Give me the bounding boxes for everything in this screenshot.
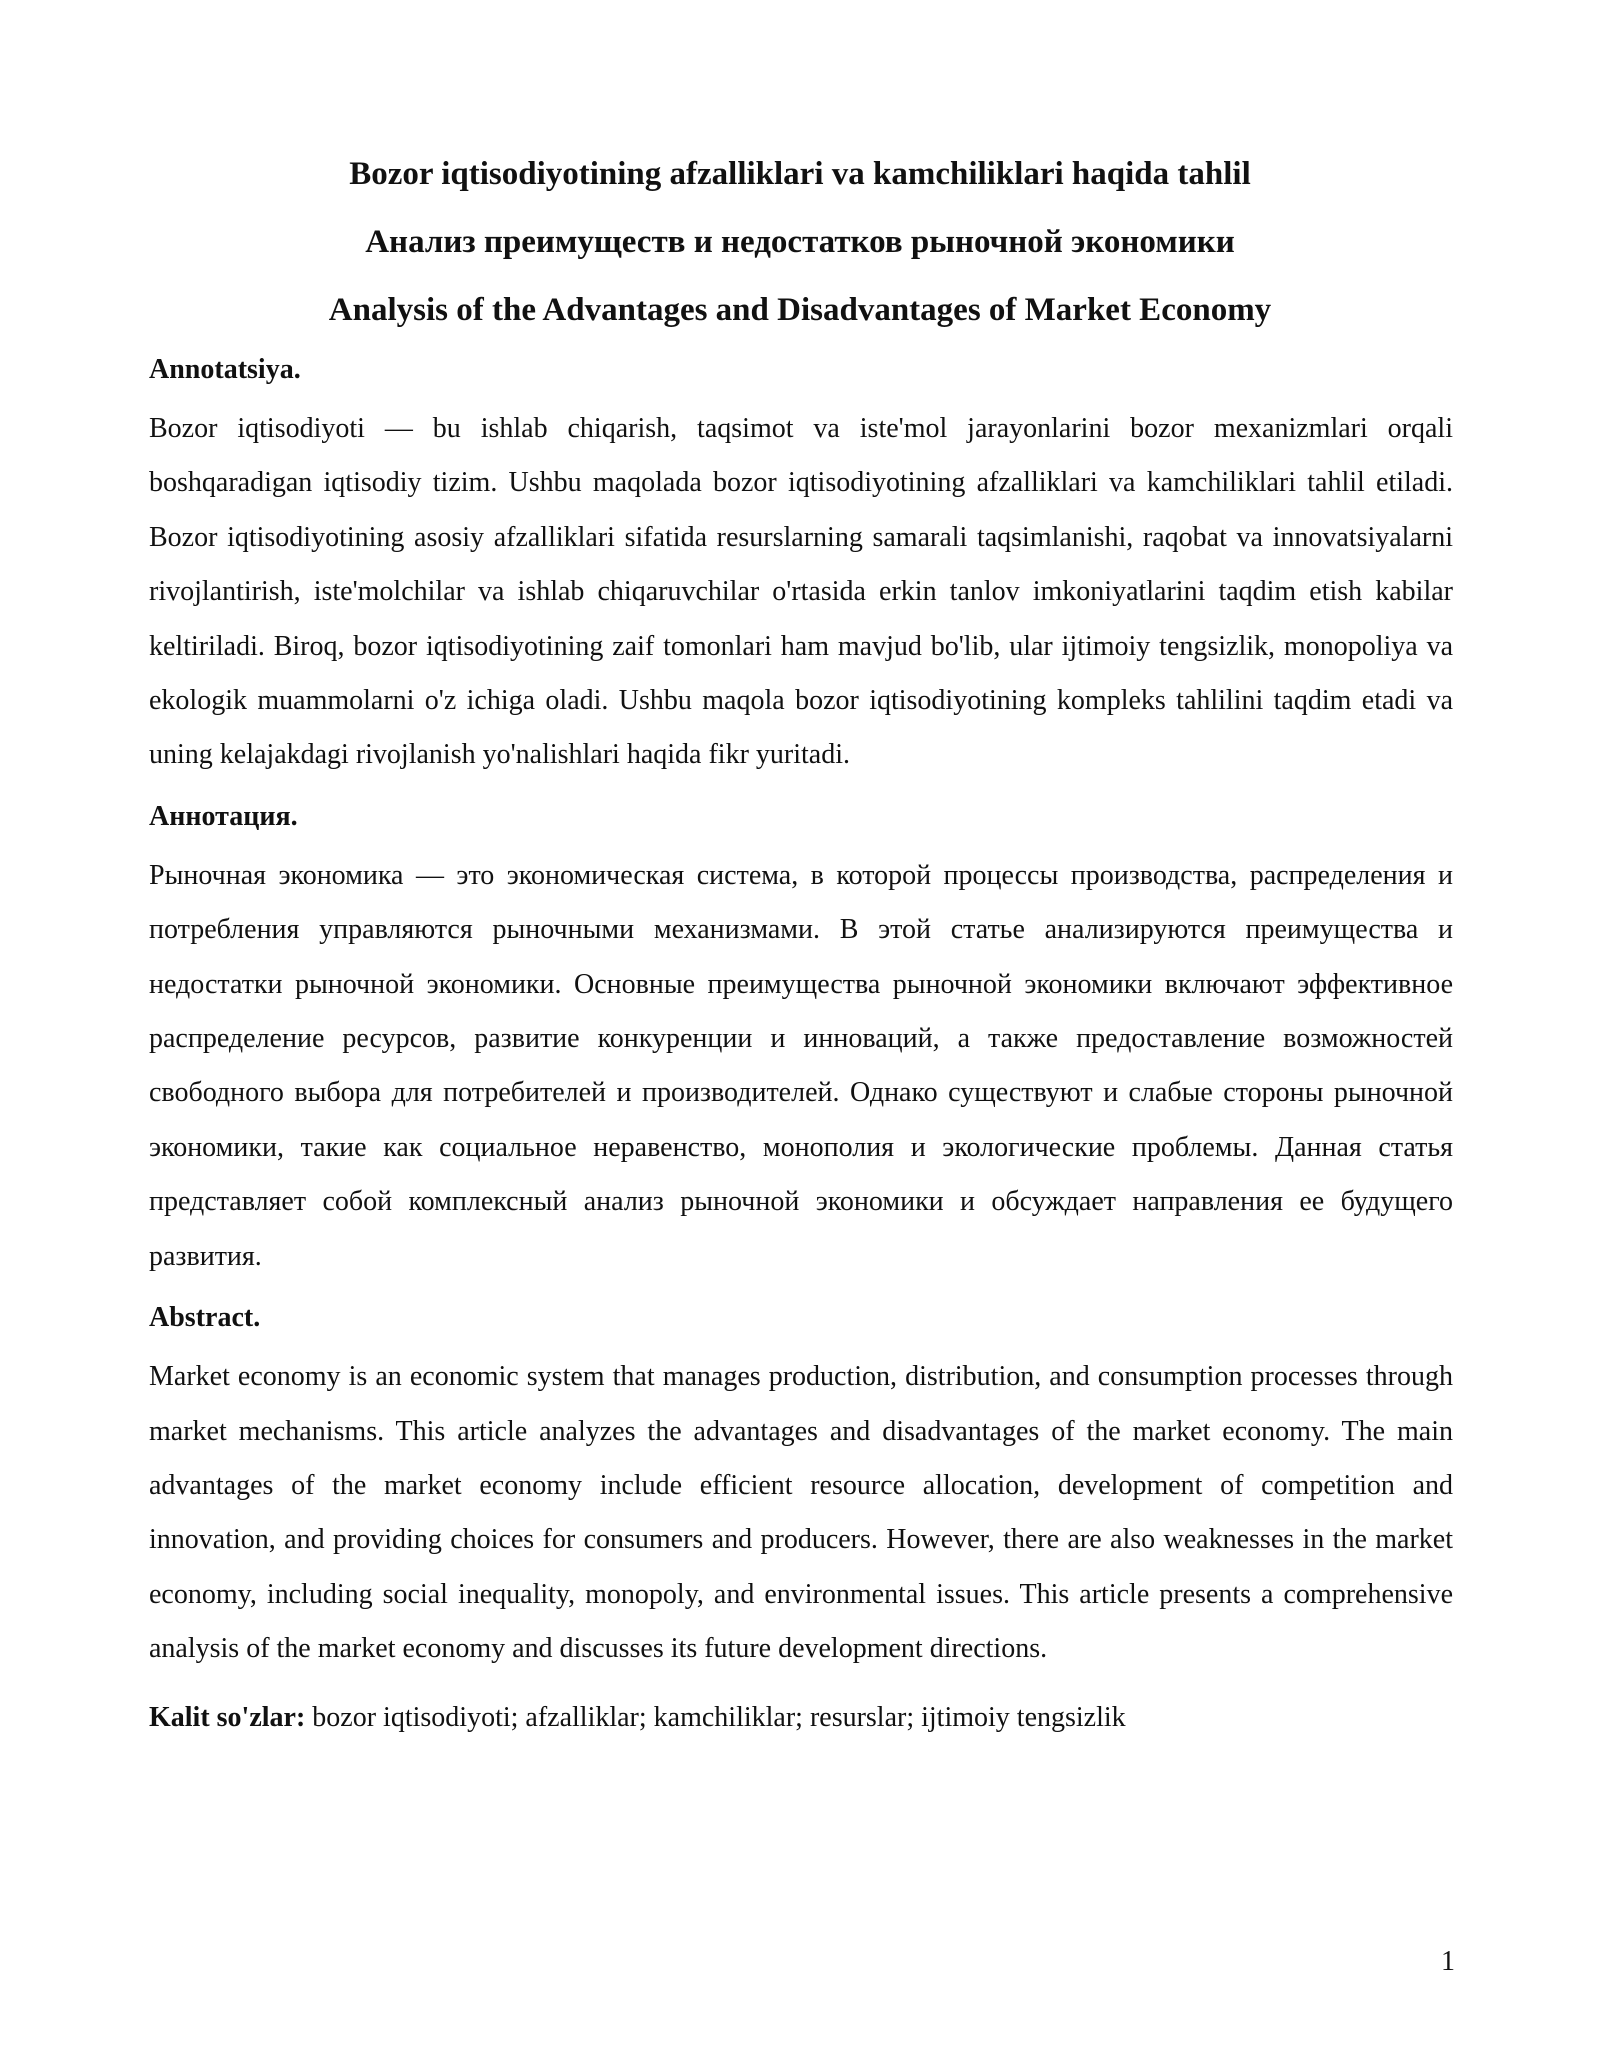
- keywords-line: [149, 1691, 1453, 1745]
- annotation-uzbek-section: [149, 350, 1453, 783]
- abstract-english-text: Market economy is an economic system that manages production, distribution, and consumption processes through market mechanisms. This article analyzes the advantages and disadvantages of the market economy. The main advantages of the market economy include efficient resource allocation, development of competition and innovation, and providing choices for consumers and producers. However, there are also weaknesses in the market economy, including social inequality, monopoly, and environmental issues. This article presents a comprehensive analysis of the market economy and discusses its future development directions.: [149, 1361, 1453, 1665]
- page-number: 1: [1441, 1946, 1455, 1977]
- annotation-russian-section: [149, 797, 1453, 1284]
- title-russian: Анализ преимуществ и недостатков рыночной экономики: [365, 224, 1235, 260]
- document-body: [149, 350, 1453, 1745]
- annotation-uzbek-heading: Annotatsiya.: [149, 354, 301, 385]
- title-uzbek: Bozor iqtisodiyotining afzalliklari va kamchiliklari haqida tahlil: [349, 156, 1251, 192]
- title-block: [0, 140, 1600, 344]
- keywords-text: bozor iqtisodiyoti; afzalliklar; kamchiliklar; resurslar; ijtimoiy tengsizlik: [305, 1701, 1126, 1733]
- annotation-uzbek-text: Bozor iqtisodiyoti — bu ishlab chiqarish, taqsimot va iste'mol jarayonlarini bozor mexanizmlari orqali boshqaradigan iqtisodiy tizim. Ushbu maqolada bozor iqtisodiyotining afzalliklari va kamchiliklari tahlil etiladi. Bozor iqtisodiyotining asosiy afzalliklari sifatida resurslarning samarali taqsimlanishi, raqobat va innovatsiyalarni rivojlantirish, iste'molchilar va ishlab chiqaruvchilar o'rtasida erkin tanlov imkoniyatlarini taqdim etish kabilar keltiriladi. Biroq, bozor iqtisodiyotining zaif tomonlari ham mavjud bo'lib, ular ijtimoiy tengsizlik, monopoliya va ekologik muammolarni o'z ichiga oladi. Ushbu maqola bozor iqtisodiyotining kompleks tahlilini taqdim etadi va uning kelajakdagi rivojlanish yo'nalishlari haqida fikr yuritadi.: [149, 413, 1453, 771]
- abstract-english-section: [149, 1298, 1453, 1676]
- abstract-english-heading: Abstract.: [149, 1302, 261, 1334]
- annotation-russian-heading: Аннотация.: [149, 800, 298, 832]
- keywords-label: Kalit so'zlar:: [149, 1701, 306, 1733]
- annotation-russian-text: Рыночная экономика — это экономическая система, в которой процессы производства, распределения и потребления управляются рыночными механизмами. В этой статье анализируются преимущества и недостатки рыночной экономики. Основные преимущества рыночной экономики включают эффективное распределение ресурсов, развитие конкуренции и инноваций, а также предоставление возможностей свободного выбора для потребителей и производителей. Однако существуют и слабые стороны рыночной экономики, такие как социальное неравенство, монополия и экологические проблемы. Данная статья представляет собой комплексный анализ рыночной экономики и обсуждает направления ее будущего развития.: [149, 859, 1453, 1272]
- title-english: Analysis of the Advantages and Disadvantages of Market Economy: [328, 292, 1272, 328]
